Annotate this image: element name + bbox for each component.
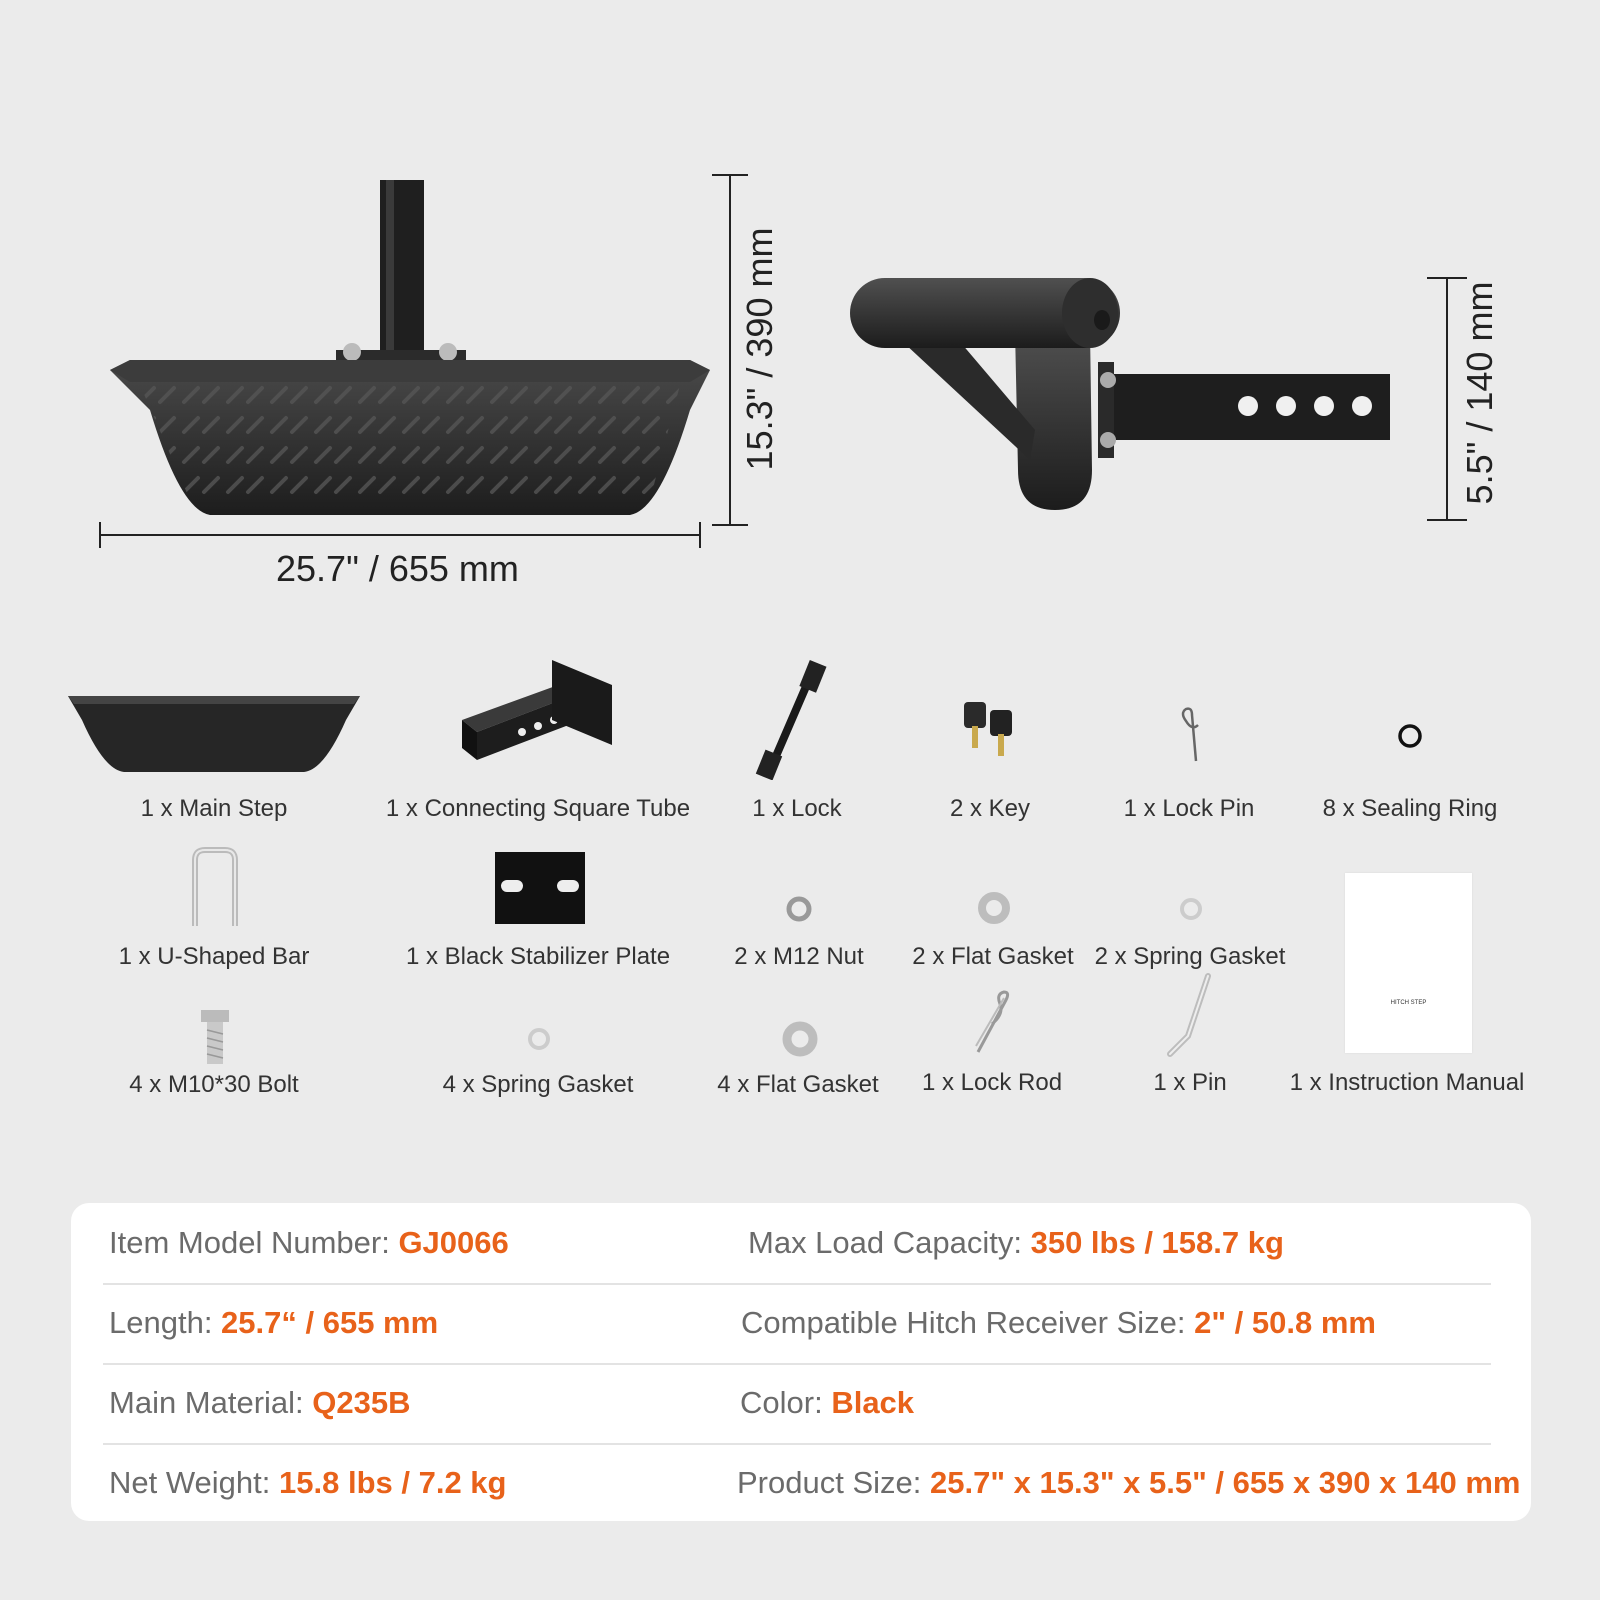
part-label-key: 2 x Key — [949, 795, 1031, 822]
hitch-step-front-image — [90, 170, 810, 600]
part-label-sealing-ring: 8 x Sealing Ring — [1322, 795, 1498, 822]
part-label-main-step: 1 x Main Step — [140, 795, 288, 822]
flat-gasket-icon — [978, 892, 1010, 929]
hitch-step-side-image — [830, 270, 1480, 540]
spec-product-size: Product Size: 25.7" x 15.3" x 5.5" / 655 x 390 x 140 mm — [737, 1465, 1521, 1500]
spec-row-1 — [103, 1203, 1491, 1285]
spec-color: Color: Black — [740, 1385, 915, 1420]
spring-gasket-icon — [1178, 896, 1204, 927]
spec-row-2 — [103, 1283, 1491, 1365]
u-bar-icon — [185, 846, 245, 931]
bolt-icon — [198, 1008, 232, 1071]
side-view — [830, 270, 1480, 540]
spec-hitch-size: Compatible Hitch Receiver Size: 2" / 50.8 mm — [741, 1305, 1376, 1340]
lock-pin-icon — [1178, 705, 1208, 768]
spec-material: Main Material: Q235B — [109, 1385, 411, 1420]
sealing-ring-icon — [1396, 722, 1424, 755]
part-label-nut: 2 x M12 Nut — [734, 943, 864, 970]
main-step-icon — [64, 690, 364, 785]
part-label-pin: 1 x Pin — [1153, 1069, 1227, 1096]
front-height-dimension: 15.3" / 390 mm — [739, 227, 780, 471]
spring-gasket-icon — [526, 1026, 552, 1057]
lock-icon — [752, 660, 832, 785]
stabilizer-plate-icon — [495, 852, 585, 929]
part-label-lock-pin: 1 x Lock Pin — [1123, 795, 1255, 822]
part-label-u-bar: 1 x U-Shaped Bar — [118, 943, 310, 970]
flat-gasket-icon — [782, 1021, 818, 1062]
part-label-spring-gasket: 2 x Spring Gasket — [1094, 943, 1286, 970]
part-label-lock: 1 x Lock — [752, 795, 842, 822]
spec-row-4 — [103, 1443, 1521, 1523]
part-label-stabilizer-plate: 1 x Black Stabilizer Plate — [405, 943, 671, 970]
spec-max-load: Max Load Capacity: 350 lbs / 158.7 kg — [748, 1225, 1284, 1260]
part-label-bolt: 4 x M10*30 Bolt — [129, 1071, 299, 1098]
spec-model: Item Model Number: GJ0066 — [109, 1225, 509, 1260]
spec-row-3 — [103, 1363, 1491, 1445]
part-label-lock-rod: 1 x Lock Rod — [921, 1069, 1063, 1096]
square-tube-icon — [462, 660, 622, 775]
nut-icon — [786, 896, 812, 927]
part-label-flat-gasket: 2 x Flat Gasket — [912, 943, 1074, 970]
spec-net-weight: Net Weight: 15.8 lbs / 7.2 kg — [109, 1465, 507, 1500]
pin-icon — [1164, 972, 1214, 1067]
part-label-square-tube: 1 x Connecting Square Tube — [385, 795, 691, 822]
manual-cover-text: HITCH STEP — [1390, 1000, 1427, 1006]
spec-card — [71, 1203, 1531, 1521]
lock-rod-icon — [970, 990, 1020, 1061]
part-label-flat-gasket-4: 4 x Flat Gasket — [717, 1071, 879, 1098]
part-label-spring-gasket-4: 4 x Spring Gasket — [442, 1071, 634, 1098]
front-view — [90, 170, 810, 600]
front-width-dimension: 25.7" / 655 mm — [276, 548, 519, 589]
spec-length: Length: 25.7“ / 655 mm — [109, 1305, 439, 1340]
manual-icon — [1345, 873, 1472, 1053]
side-height-dimension: 5.5" / 140 mm — [1459, 281, 1500, 505]
key-icon — [960, 700, 1020, 765]
part-label-manual: 1 x Instruction Manual — [1289, 1069, 1525, 1096]
